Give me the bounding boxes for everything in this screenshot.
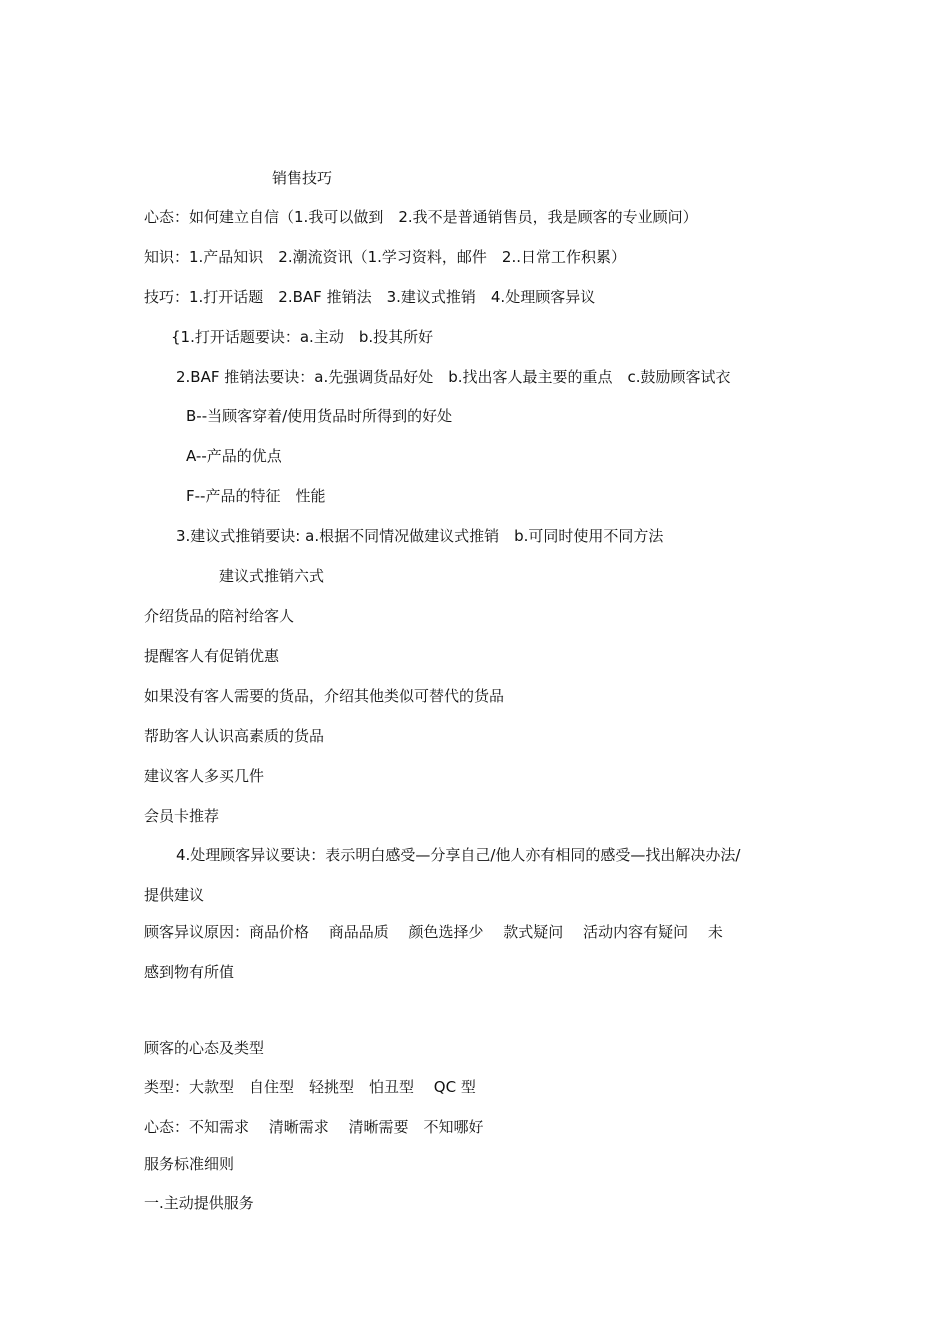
paragraph-baf-a: A--产品的优点 <box>186 447 282 465</box>
paragraph-objection-reasons: 顾客异议原因：商品价格 商品品质 颜色选择少 款式疑问 活动内容有疑问 未 <box>144 923 723 941</box>
heading-service-standards: 服务标准细则 <box>144 1155 235 1173</box>
list-item: 如果没有客人需要的货品，介绍其他类似可替代的货品 <box>144 687 505 705</box>
heading-customer-types: 顾客的心态及类型 <box>144 1039 265 1057</box>
document-title: 销售技巧 <box>272 169 333 187</box>
paragraph-opening-topic: {1.打开话题要诀：a.主动 b.投其所好 <box>171 328 434 346</box>
list-item: 会员卡推荐 <box>144 807 220 825</box>
paragraph-knowledge: 知识：1.产品知识 2.潮流资讯（1.学习资料，邮件 2..日常工作积累） <box>144 248 627 266</box>
list-item: 提醒客人有促销优惠 <box>144 647 280 665</box>
paragraph-baf-b: B--当顾客穿着/使用货品时所得到的好处 <box>186 407 453 425</box>
list-item: 建议客人多买几件 <box>144 767 265 785</box>
paragraph-baf-f: F--产品的特征 性能 <box>186 487 326 505</box>
list-item: 帮助客人认识高素质的货品 <box>144 727 325 745</box>
paragraph-objection-reasons-cont: 感到物有所值 <box>144 963 235 981</box>
paragraph-objection-handling: 4.处理顾客异议要诀：表示明白感受—分享自己/他人亦有相同的感受—找出解决办法/ <box>176 846 741 864</box>
subheading-six-styles: 建议式推销六式 <box>219 567 325 585</box>
paragraph-baf-method: 2.BAF 推销法要诀：a.先强调货品好处 b.找出客人最主要的重点 c.鼓励顾客试衣 <box>176 368 731 386</box>
paragraph-suggestive-selling: 3.建议式推销要诀: a.根据不同情况做建议式推销 b.可同时使用不同方法 <box>176 527 664 545</box>
paragraph-active-service: 一.主动提供服务 <box>144 1194 254 1212</box>
paragraph-objection-handling-cont: 提供建议 <box>144 886 205 904</box>
paragraph-mindset: 心态：如何建立自信（1.我可以做到 2.我不是普通销售员，我是顾客的专业顾问） <box>144 208 698 226</box>
paragraph-mentality: 心态：不知需求 清晰需求 清晰需要 不知哪好 <box>144 1118 484 1136</box>
list-item: 介绍货品的陪衬给客人 <box>144 607 295 625</box>
paragraph-types: 类型：大款型 自住型 轻挑型 怕丑型 QC 型 <box>144 1078 476 1096</box>
paragraph-skills: 技巧：1.打开话题 2.BAF 推销法 3.建议式推销 4.处理顾客异议 <box>144 288 596 306</box>
